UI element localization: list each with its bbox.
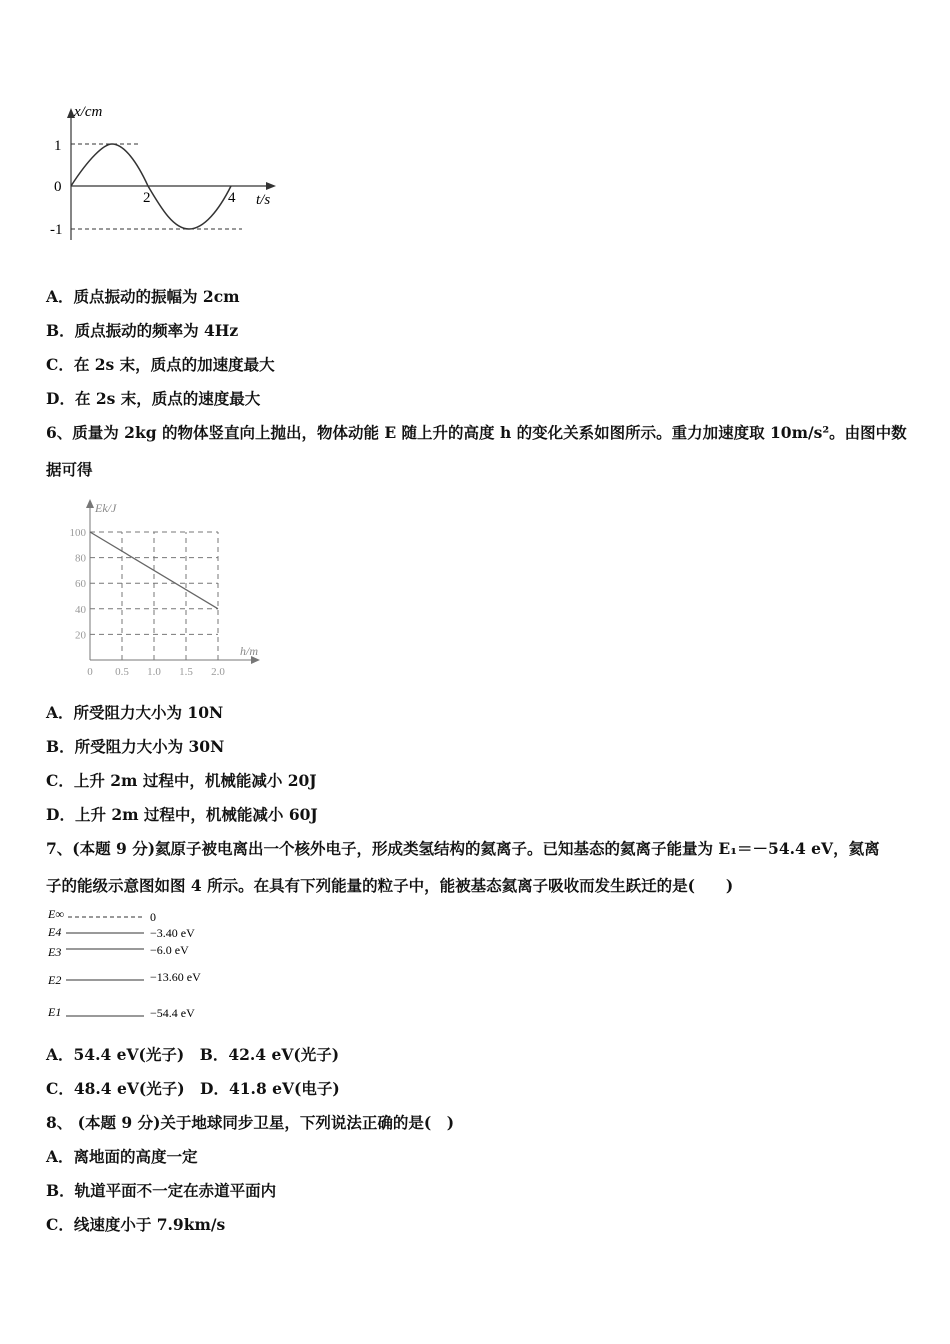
- q8-stem: 8、 (本题 9 分)关于地球同步卫星，下列说法正确的是( ): [46, 1113, 455, 1132]
- q8-option-b: B．轨道平面不一定在赤道平面内: [46, 1181, 277, 1200]
- level-value-3: −6.0 eV: [150, 943, 189, 957]
- ek-xtick-label: 0: [87, 666, 93, 678]
- oscillation-graph: [44, 100, 284, 250]
- q6-option-d: D．上升 2m 过程中，机械能减小 60J: [46, 805, 318, 824]
- fig1-xlabel: t/s: [256, 192, 271, 208]
- q5-option-d: D．在 2s 末，质点的速度最大: [46, 389, 261, 408]
- q7-options-cd: C．48.4 eV(光子) D．41.8 eV(电子): [46, 1079, 340, 1098]
- level-label-4: E4: [48, 925, 62, 939]
- q6-option-a: A．所受阻力大小为 10N: [46, 703, 224, 722]
- ek-xlabel: h/m: [240, 644, 258, 658]
- fig1-tick-y1: 1: [54, 138, 62, 154]
- fig1-tick-x2: 2: [143, 190, 151, 206]
- kinetic-energy-chart: [58, 495, 278, 685]
- ek-ylabel: Ek/J: [95, 501, 117, 515]
- ek-xtick-label: 0.5: [115, 666, 129, 678]
- ek-xtick-label: 1.5: [179, 666, 193, 678]
- fig1-tick-yn1: -1: [50, 222, 63, 238]
- q5-option-c: C．在 2s 末，质点的加速度最大: [46, 355, 275, 374]
- fig1-ylabel: x/cm: [74, 104, 103, 120]
- q5-option-a: A．质点振动的振幅为 2cm: [46, 287, 240, 306]
- level-value-2: −13.60 eV: [150, 970, 201, 984]
- q6-option-b: B．所受阻力大小为 30N: [46, 737, 225, 756]
- q7-stem-line1: 7、(本题 9 分)氦原子被电离出一个核外电子，形成类氢结构的氦离子。已知基态的氦离子能量为 E₁＝－54.4 eV，氦离: [46, 839, 880, 858]
- level-label-inf: E∞: [48, 907, 64, 921]
- q6-stem-line2: 据可得: [46, 460, 93, 479]
- ek-series-line: [90, 532, 218, 609]
- q5-option-b: B．质点振动的频率为 4Hz: [46, 321, 239, 340]
- q7-options-ab: A．54.4 eV(光子) B．42.4 eV(光子): [46, 1045, 340, 1064]
- ek-ytick-label: 20: [75, 629, 86, 642]
- ek-ytick-label: 60: [75, 578, 86, 591]
- level-label-2: E2: [48, 973, 62, 987]
- ek-ytick-label: 100: [69, 527, 86, 539]
- fig1-tick-y0: 0: [54, 179, 62, 195]
- level-label-3: E3: [48, 945, 62, 959]
- ek-ytick-label: 40: [75, 603, 86, 616]
- level-label-1: E1: [48, 1005, 62, 1019]
- q6-stem-line1: 6、质量为 2kg 的物体竖直向上抛出，物体动能 E 随上升的高度 h 的变化关系如图所示。重力加速度取 10m/s²。由图中数: [46, 423, 907, 442]
- q8-option-c: C．线速度小于 7.9km/s: [46, 1215, 226, 1234]
- q6-option-c: C．上升 2m 过程中，机械能减小 20J: [46, 771, 317, 790]
- level-value-inf: 0: [150, 910, 156, 924]
- level-value-1: −54.4 eV: [150, 1006, 195, 1020]
- level-value-4: −3.40 eV: [150, 926, 195, 940]
- q7-stem-line2: 子的能级示意图如图 4 所示。在具有下列能量的粒子中，能被基态氦离子吸收而发生跃迁的是( ): [46, 876, 734, 895]
- ek-ytick-label: 80: [75, 552, 86, 565]
- ek-xtick-label: 1.0: [147, 666, 161, 678]
- energy-level-diagram: [44, 904, 244, 1029]
- q8-option-a: A．离地面的高度一定: [46, 1147, 198, 1166]
- fig1-tick-x4: 4: [228, 190, 236, 206]
- ek-xtick-label: 2.0: [211, 666, 225, 678]
